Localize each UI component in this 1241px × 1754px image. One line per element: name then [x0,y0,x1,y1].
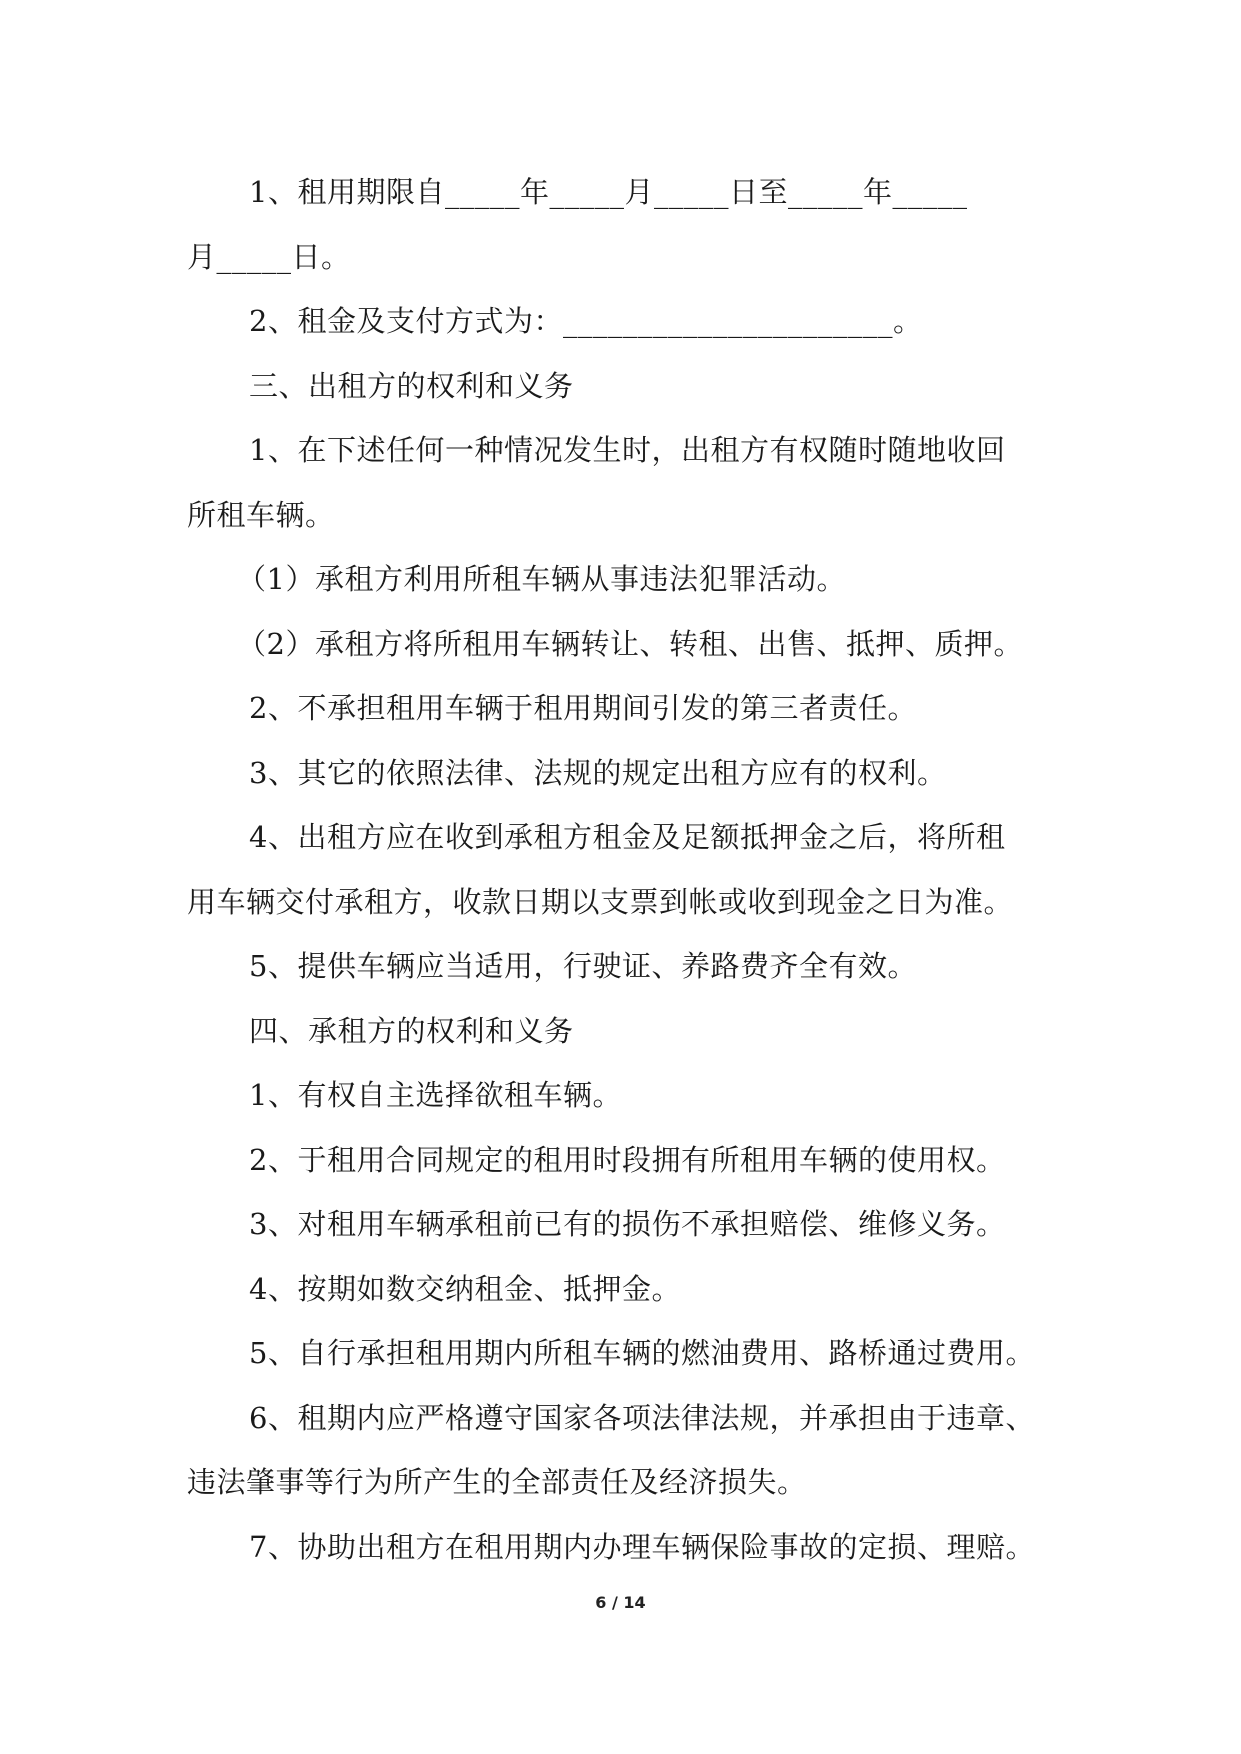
paragraph-lessor-1: 1、在下述任何一种情况发生时，出租方有权随时随地收回 [249,433,1006,467]
paragraph-term-period: 1、租用期限自_____年_____月_____日至_____年_____ [249,175,968,209]
paragraph-lessor-4-cont: 用车辆交付承租方，收款日期以支票到帐或收到现金之日为准。 [187,884,1014,919]
paragraph-lessor-2: 2、不承担租用车辆于租用期间引发的第三者责任。 [249,691,917,725]
paragraph-lessor-1-item-2: （2）承租方将所租用车辆转让、转租、出售、抵押、质押。 [237,626,1023,661]
paragraph-lessee-6-cont: 违法肇事等行为所产生的全部责任及经济损失。 [187,1465,807,1499]
paragraph-term-period-cont: 月_____日。 [187,239,351,274]
document-body [187,160,1067,1579]
page-number: 6 / 14 [595,1593,646,1612]
section-heading-lessee: 四、承租方的权利和义务 [249,1013,574,1048]
section-heading-lessor: 三、出租方的权利和义务 [249,368,574,403]
paragraph-lessor-5: 5、提供车辆应当适用，行驶证、养路费齐全有效。 [249,949,917,983]
paragraph-lessee-4: 4、按期如数交纳租金、抵押金。 [249,1271,681,1306]
paragraph-lessor-1-item-1: （1）承租方利用所租车辆从事违法犯罪活动。 [237,562,846,596]
paragraph-lessee-7: 7、协助出租方在租用期内办理车辆保险事故的定损、理赔。 [249,1529,1035,1564]
paragraph-rent-payment: 2、租金及支付方式为：______________________。 [249,304,923,338]
paragraph-lessee-5: 5、自行承担租用期内所租车辆的燃油费用、路桥通过费用。 [249,1336,1035,1370]
paragraph-lessee-2: 2、于租用合同规定的租用时段拥有所租用车辆的使用权。 [249,1142,1006,1177]
paragraph-lessor-3: 3、其它的依照法律、法规的规定出租方应有的权利。 [249,755,947,790]
paragraph-lessee-1: 1、有权自主选择欲租车辆。 [249,1078,622,1112]
paragraph-lessee-3: 3、对租用车辆承租前已有的损伤不承担赔偿、维修义务。 [249,1207,1006,1241]
paragraph-lessor-4: 4、出租方应在收到承租方租金及足额抵押金之后，将所租 [249,820,1006,854]
paragraph-lessee-6: 6、租期内应严格遵守国家各项法律法规，并承担由于违章、 [249,1400,1035,1435]
paragraph-lessor-1-cont: 所租车辆。 [187,497,335,532]
